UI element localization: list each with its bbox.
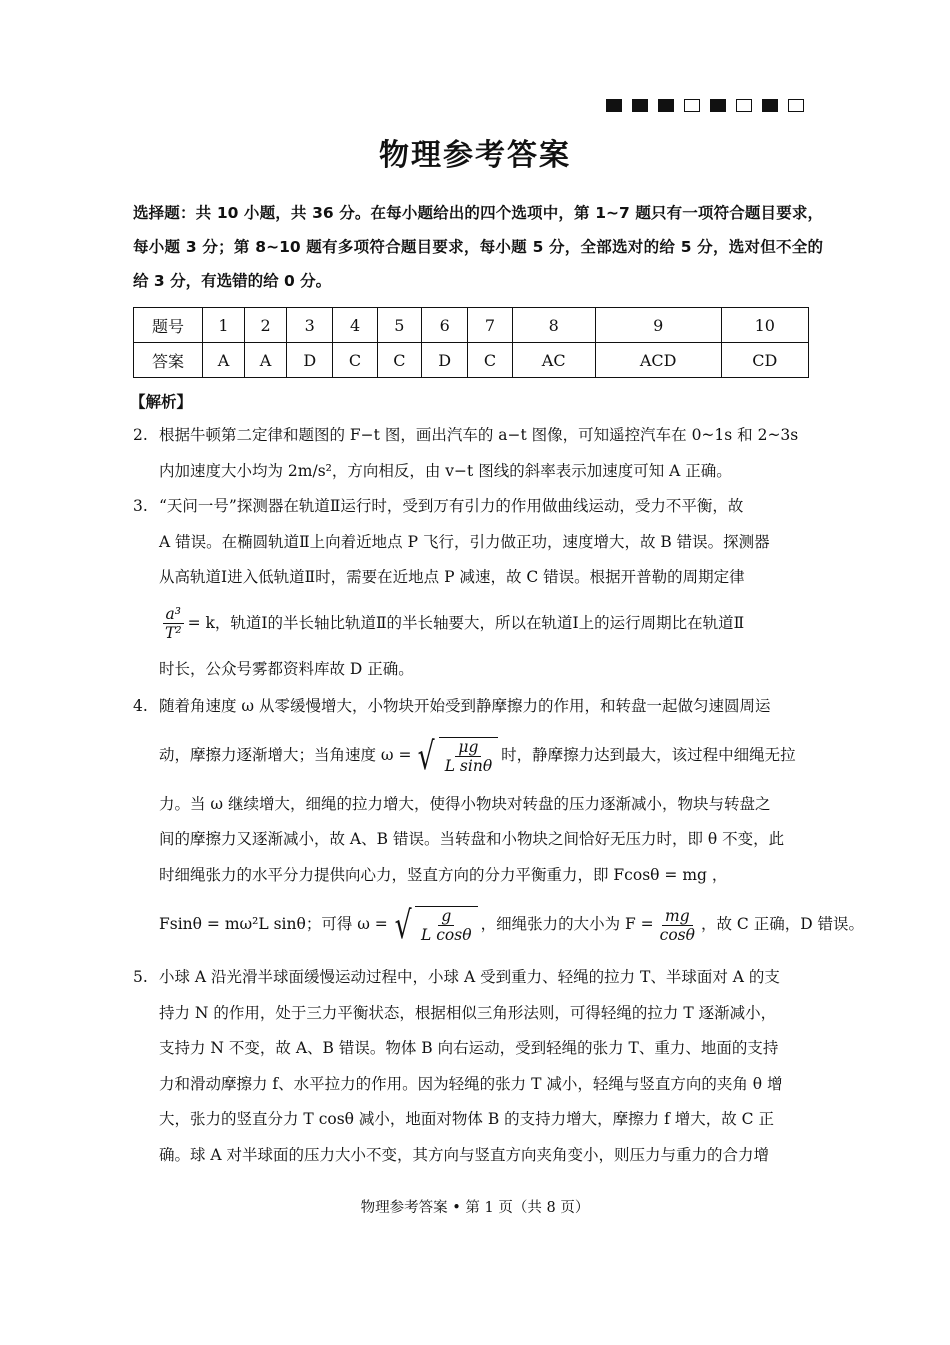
text-line: 持力 N 的作用，处于三力平衡状态，根据相似三角形法则，可得轻绳的拉力 T 逐渐减小， bbox=[159, 1003, 777, 1022]
text-line: 大，张力的竖直分力 T cosθ 减小，地面对物体 B 的支持力增大，摩擦力 f 增大，故 C 正 bbox=[159, 1110, 774, 1128]
answer-cell: D bbox=[422, 343, 468, 378]
text-line: 根据牛顿第二定律和题图的 F−t 图，画出汽车的 a−t 图像，可知遥控汽车在 0~1s 和 2~3s bbox=[159, 426, 799, 444]
page-title: 物理参考答案 bbox=[379, 138, 571, 173]
question-number-cell: 6 bbox=[422, 308, 468, 343]
text-line: 力和滑动摩擦力 f、水平拉力的作用。因为轻绳的张力 T 减小，轻绳与竖直方向的夹角 θ 增 bbox=[159, 1074, 783, 1093]
text-line: 随着角速度 ω 从零缓慢增大，小物块开始受到静摩擦力的作用，和转盘一起做匀速圆周运 bbox=[159, 697, 771, 715]
item-q4 bbox=[133, 689, 865, 957]
table-row bbox=[134, 308, 809, 343]
item-q5 bbox=[133, 960, 823, 1173]
item-number: 3. bbox=[133, 497, 148, 515]
intro-paragraph: 选择题：共 10 小题，共 36 分。在每小题给出的四个选项中，第 1~7 题只有一项符合题目要求，每小题 3 分；第 8~10 题有多项符合题目要求，每小题 5 分，全部选对的给 5 分，选对但不全的给 3 分，有选错的给 0 分。 bbox=[133, 204, 823, 290]
tension-fraction bbox=[657, 907, 698, 944]
fraction-numerator: a³ bbox=[163, 605, 184, 624]
text-segment: ，故 C 正确，D 错误。 bbox=[700, 915, 865, 934]
text-line: 时长，公众号雾都资料库故 D 正确。 bbox=[159, 659, 414, 678]
answer-table bbox=[133, 307, 809, 378]
answer-cell: C bbox=[377, 343, 421, 378]
fraction-numerator: μg bbox=[455, 738, 481, 757]
radical-sign: √ bbox=[394, 903, 412, 947]
filled-square-mark bbox=[710, 99, 726, 112]
text-line: 支持力 N 不变，故 A、B 错误。物体 B 向右运动，受到轻绳的张力 T、重力、地面的支持 bbox=[159, 1039, 779, 1057]
text-segment: 时，静摩擦力达到最大，该过程中细绳无拉 bbox=[501, 745, 796, 764]
fraction-denominator: L cosθ bbox=[421, 926, 472, 944]
empty-square-mark bbox=[788, 99, 804, 112]
question-number-cell: 9 bbox=[595, 308, 721, 343]
question-number-cell: 1 bbox=[203, 308, 245, 343]
radical-sign: √ bbox=[418, 733, 436, 778]
analysis-heading: 【解析】 bbox=[130, 393, 193, 411]
text-segment: = k，轨道Ⅰ的半长轴比轨道Ⅱ的半长轴要大，所以在轨道Ⅰ上的运行周期比在轨道Ⅱ bbox=[187, 613, 745, 632]
fraction-denominator: cosθ bbox=[659, 925, 695, 944]
formula-line bbox=[133, 893, 865, 957]
filled-square-mark bbox=[632, 99, 648, 112]
page-footer: 物理参考答案 • 第 1 页（共 8 页） bbox=[360, 1200, 590, 1216]
row-label-answer: 答案 bbox=[134, 343, 203, 378]
header-marks bbox=[606, 99, 804, 112]
text-line: 内加速度大小均为 2m/s²，方向相反，由 v−t 图线的斜率表示加速度可知 A 正确。 bbox=[159, 461, 732, 480]
question-number-cell: 4 bbox=[333, 308, 377, 343]
item-number: 4. bbox=[133, 697, 148, 715]
fraction-numerator: g bbox=[438, 907, 454, 926]
sqrt-expression bbox=[414, 733, 498, 778]
question-number-cell: 3 bbox=[287, 308, 333, 343]
answer-cell: AC bbox=[512, 343, 595, 378]
filled-square-mark bbox=[658, 99, 674, 112]
answer-cell: A bbox=[245, 343, 287, 378]
answer-cell: CD bbox=[721, 343, 808, 378]
empty-square-mark bbox=[684, 99, 700, 112]
answer-cell: C bbox=[333, 343, 377, 378]
item-q3 bbox=[133, 489, 823, 687]
fraction-numerator: mg bbox=[662, 907, 693, 926]
text-line: 确。球 A 对半球面的压力大小不变，其方向与竖直方向夹角变小，则压力与重力的合力增 bbox=[159, 1145, 770, 1164]
item-number: 2. bbox=[133, 426, 148, 444]
text-line: A 错误。在椭圆轨道Ⅱ上向着近地点 P 飞行，引力做正功，速度增大，故 B 错误。探测器 bbox=[159, 532, 770, 551]
formula-line bbox=[159, 596, 823, 652]
question-number-cell: 5 bbox=[377, 308, 421, 343]
question-number-cell: 7 bbox=[468, 308, 512, 343]
fraction-denominator: T² bbox=[165, 624, 182, 642]
question-number-cell: 2 bbox=[245, 308, 287, 343]
sqrt-expression bbox=[391, 903, 478, 947]
fraction-denominator: L sinθ bbox=[444, 756, 493, 775]
text-segment: 动，摩擦力逐渐增大；当角速度 ω = bbox=[159, 745, 412, 764]
filled-square-mark bbox=[606, 99, 622, 112]
table-row bbox=[134, 343, 809, 378]
answer-cell: D bbox=[287, 343, 333, 378]
text-line: 时细绳张力的水平分力提供向心力，竖直方向的分力平衡重力，即 Fcosθ = mg ， bbox=[159, 865, 728, 884]
text-line: 间的摩擦力又逐渐减小，故 A、B 错误。当转盘和小物块之间恰好无压力时，即 θ 不变，此 bbox=[159, 830, 785, 848]
text-line: “天问一号”探测器在轨道Ⅱ运行时，受到万有引力的作用做曲线运动，受力不平衡，故 bbox=[159, 497, 744, 515]
text-line: 力。当 ω 继续增大，细绳的拉力增大，使得小物块对转盘的压力逐渐减小，物块与转盘之 bbox=[159, 794, 771, 813]
question-number-cell: 8 bbox=[512, 308, 595, 343]
text-segment: Fsinθ = mω²L sinθ；可得 ω = bbox=[159, 915, 388, 934]
answer-cell: A bbox=[203, 343, 245, 378]
answer-cell: ACD bbox=[595, 343, 721, 378]
row-label-number: 题号 bbox=[134, 308, 203, 343]
kepler-fraction bbox=[162, 605, 185, 642]
question-number-cell: 10 bbox=[721, 308, 808, 343]
answer-cell: C bbox=[468, 343, 512, 378]
item-number: 5. bbox=[133, 968, 148, 986]
text-line: 从高轨道Ⅰ进入低轨道Ⅱ时，需要在近地点 P 减速，故 C 错误。根据开普勒的周期定律 bbox=[159, 568, 745, 586]
text-line: 小球 A 沿光滑半球面缓慢运动过程中，小球 A 受到重力、轻绳的拉力 T、半球面对 A 的支 bbox=[159, 968, 780, 986]
empty-square-mark bbox=[736, 99, 752, 112]
formula-line bbox=[159, 725, 823, 787]
text-segment: ，细绳张力的大小为 F = bbox=[480, 915, 654, 934]
item-q2 bbox=[133, 418, 823, 489]
filled-square-mark bbox=[762, 99, 778, 112]
